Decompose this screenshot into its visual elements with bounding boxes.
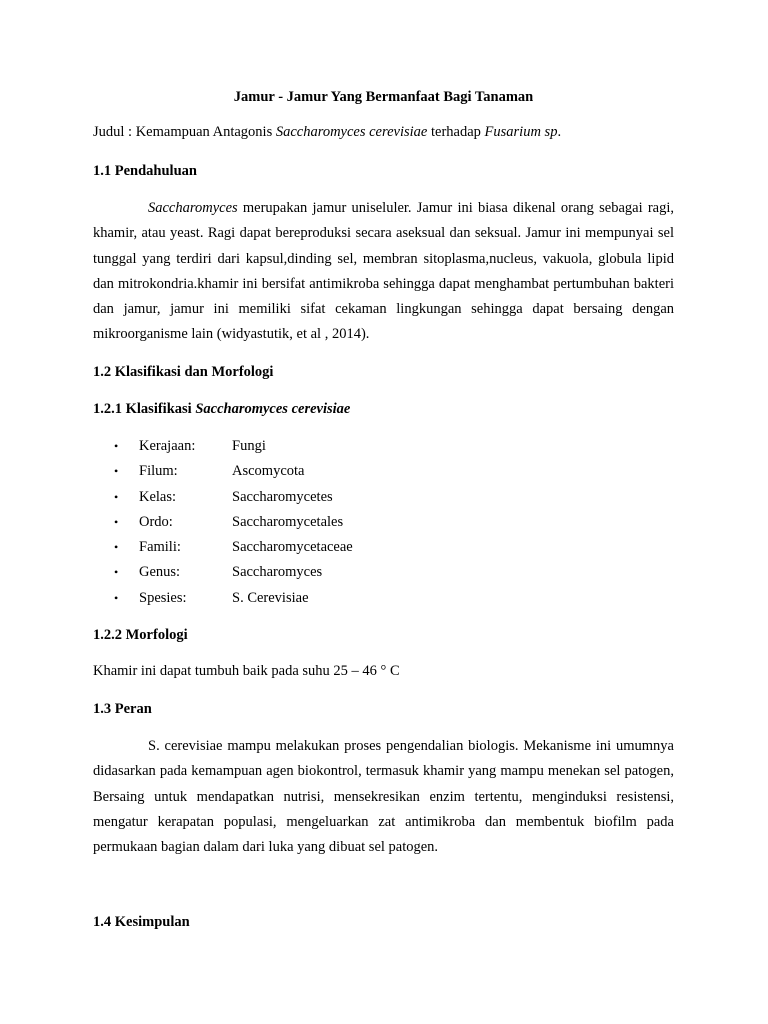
pendahuluan-lead: Saccharomyces — [148, 200, 238, 216]
taxonomy-value: Saccharomyces — [232, 564, 323, 581]
taxonomy-item — [93, 560, 674, 585]
bullet-icon: • — [114, 464, 119, 479]
document-subtitle — [93, 124, 674, 141]
heading-peran: 1.3 Peran — [93, 701, 152, 717]
judul-middle: terhadap — [427, 124, 485, 140]
taxonomy-rank: Kelas: — [139, 488, 177, 505]
taxonomy-value: Saccharomycetales — [232, 513, 344, 530]
heading-pendahuluan: 1.1 Pendahuluan — [93, 163, 197, 179]
morfologi-text: Khamir ini dapat tumbuh baik pada suhu 25 – 46 ° C — [93, 663, 400, 679]
judul-suffix: . — [557, 124, 562, 140]
heading-klasifikasi — [93, 401, 674, 418]
pendahuluan-text: merupakan jamur uniseluler. Jamur ini biasa dikenal orang sebagai ragi, khamir, atau yeast. Ragi dapat bereproduksi secara aseksual dan seksual. Jamur ini mempunyai sel tunggal yang terdiri dari kapsul,dinding sel, membran sitoplasma,nucleus, vakuola, globula lipid dan mitrokondria.khamir ini bersifat antimikroba sehingga dapat menghambat pertumbuhan bakteri dan jamur, jamur ini memiliki sifat cekaman lingkungan sehingga dapat bersaing dengan mikroorganisme lain (widyastutik, et al , 2014). — [93, 200, 674, 343]
bullet-icon: • — [114, 439, 119, 453]
taxonomy-item — [93, 459, 674, 484]
bullet-icon: • — [114, 565, 119, 580]
taxonomy-item — [93, 485, 674, 510]
heading-klasifikasi-morfologi: 1.2 Klasifikasi dan Morfologi — [93, 364, 274, 380]
paragraph-peran — [93, 734, 674, 860]
taxonomy-rank: Genus: — [139, 564, 181, 581]
taxonomy-item — [93, 586, 674, 611]
taxonomy-item — [93, 510, 674, 535]
judul-organism: Saccharomyces cerevisiae — [275, 124, 428, 140]
taxonomy-rank: Filum: — [139, 463, 178, 480]
taxonomy-item — [93, 535, 674, 560]
taxonomy-rank: Ordo: — [139, 513, 173, 530]
heading-kesimpulan: 1.4 Kesimpulan — [93, 914, 190, 930]
judul-pathogen: Fusarium sp — [484, 124, 558, 140]
peran-text: S. cerevisiae mampu melakukan proses pengendalian biologis. Mekanisme ini umumnya didasarkan pada kemampuan agen biokontrol, termasuk khamir yang mampu menekan sel patogen, Bersaing untuk mendapatkan nutrisi, mensekresikan enzim tertentu, menginduksi resistensi, mengatur kerapatan populasi, mengeluarkan zat antimikroba dan membentuk biofilm pada permukaan bagian dalam dari luka yang dibuat sel patogen. — [93, 738, 674, 856]
taxonomy-rank: Spesies: — [139, 589, 187, 606]
taxonomy-value: Saccharomycetes — [232, 488, 333, 505]
taxonomy-value: Saccharomycetaceae — [232, 539, 353, 556]
taxonomy-rank: Kerajaan: — [139, 438, 196, 454]
taxonomy-value: S. Cerevisiae — [232, 589, 309, 606]
bullet-icon: • — [114, 514, 119, 529]
judul-prefix: Judul : Kemampuan Antagonis — [93, 124, 276, 140]
bullet-icon: • — [114, 590, 119, 605]
paragraph-pendahuluan — [93, 196, 674, 348]
taxonomy-value: Fungi — [232, 438, 266, 454]
document-title: Jamur - Jamur Yang Bermanfaat Bagi Tanaman — [233, 89, 534, 105]
bullet-icon: • — [114, 540, 119, 555]
heading-klasifikasi-prefix: 1.2.1 Klasifikasi — [93, 401, 196, 417]
taxonomy-rank: Famili: — [139, 539, 181, 556]
heading-morfologi: 1.2.2 Morfologi — [93, 627, 188, 643]
taxonomy-list — [93, 434, 674, 611]
taxonomy-value: Ascomycota — [232, 463, 305, 480]
bullet-icon: • — [114, 489, 119, 504]
taxonomy-item — [93, 434, 674, 459]
heading-klasifikasi-species: Saccharomyces cerevisiae — [195, 401, 351, 417]
